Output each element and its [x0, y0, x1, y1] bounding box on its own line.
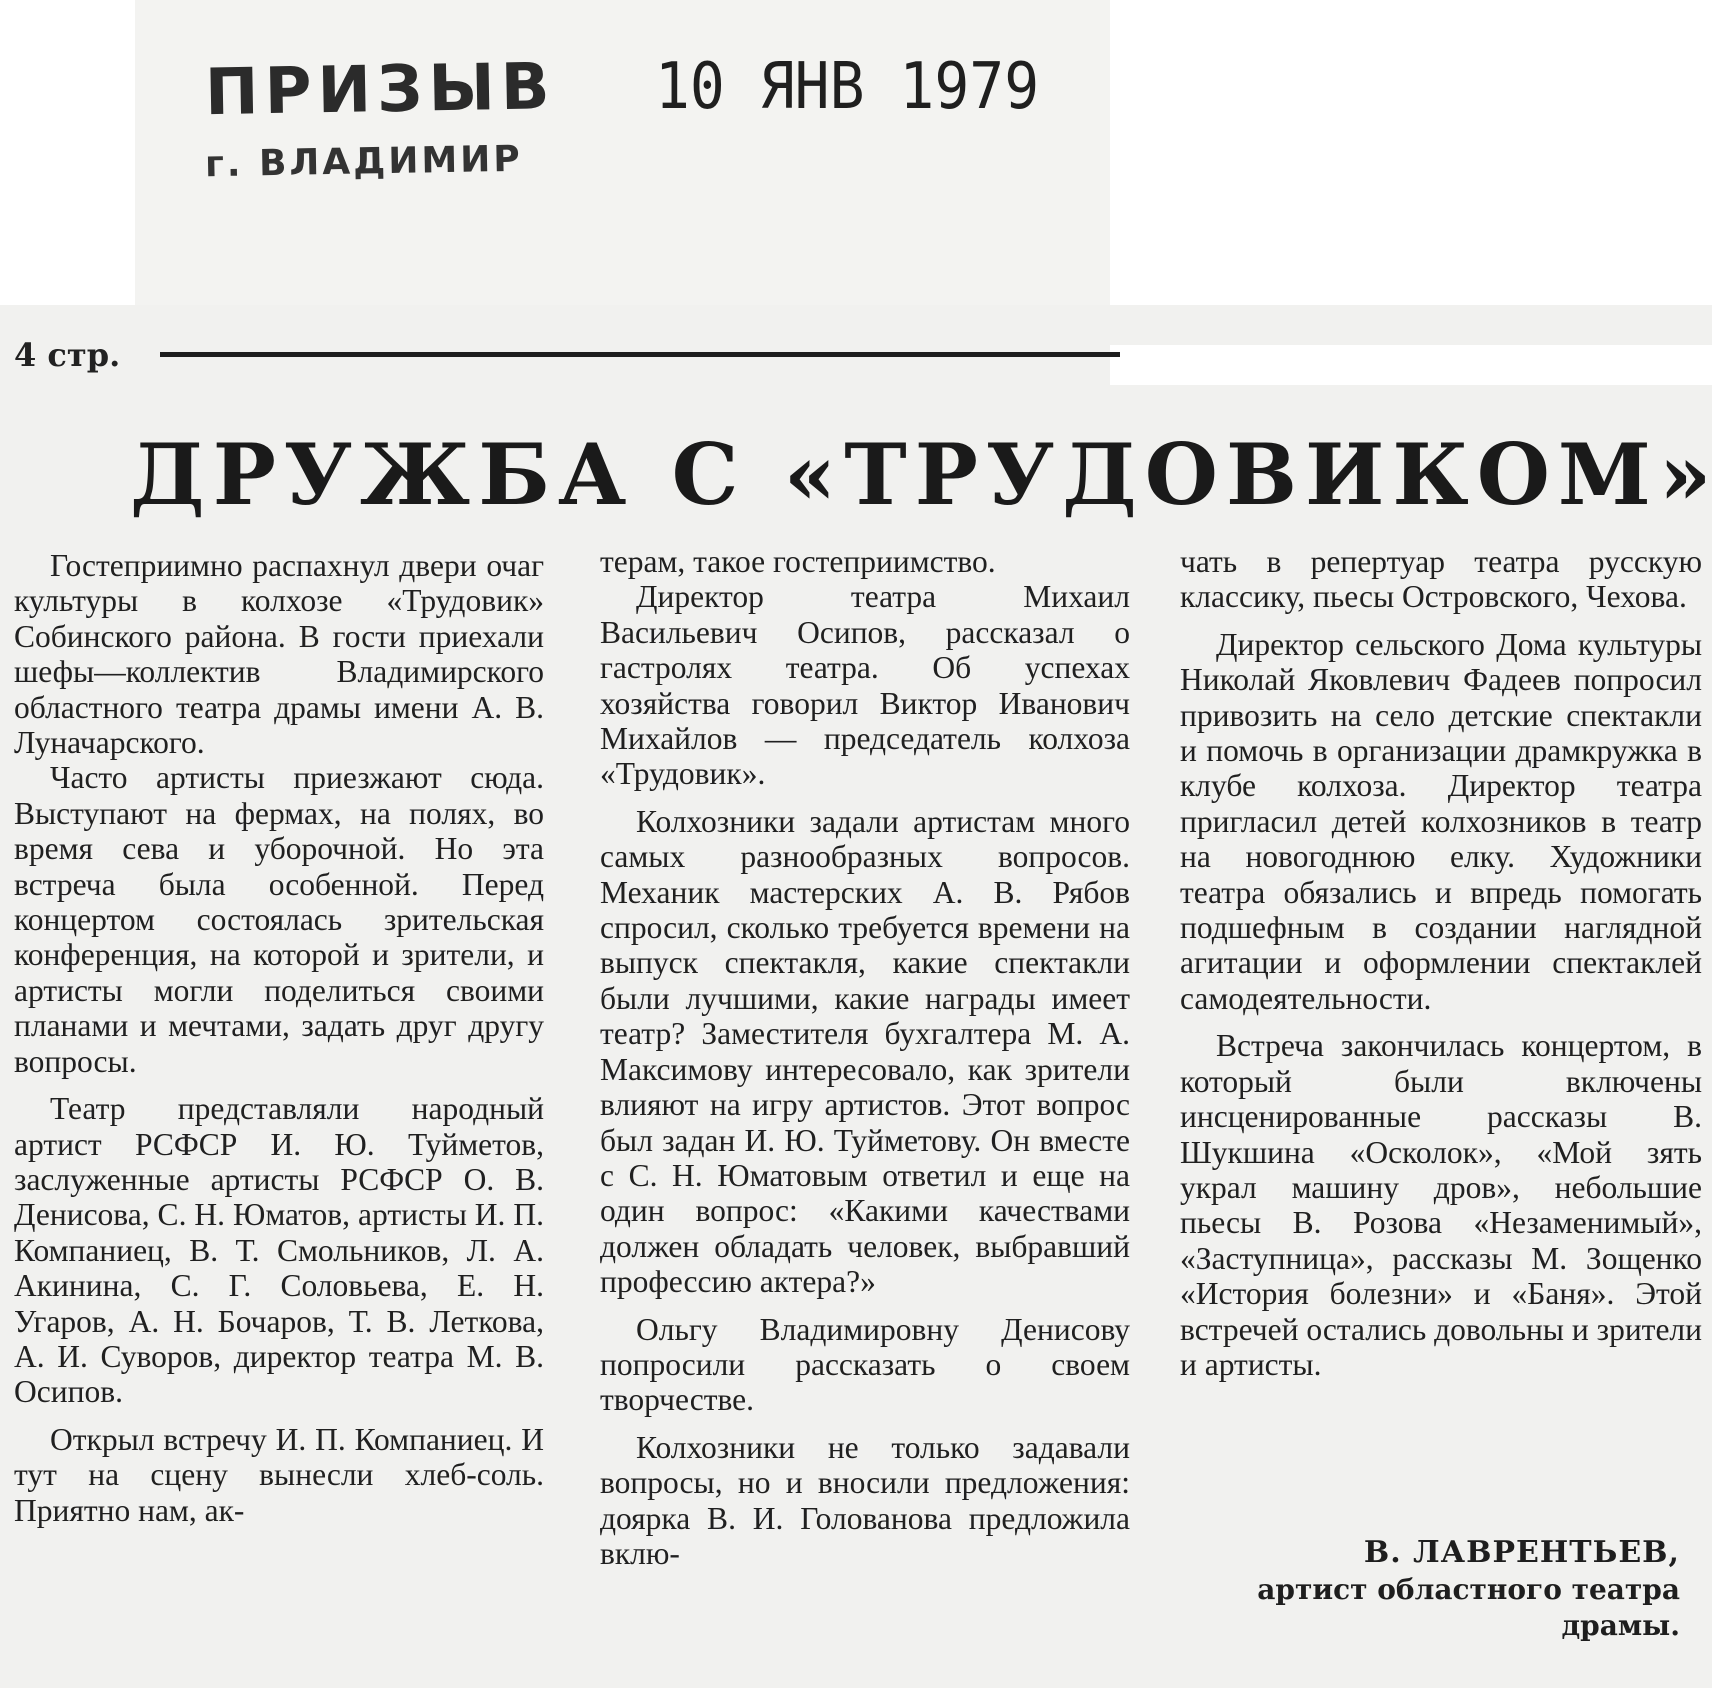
newspaper-stamp-name: ПРИЗЫВ: [204, 50, 557, 131]
paragraph: Ольгу Владимировну Денисову попросили рассказать о своем творчестве.: [600, 1311, 1130, 1418]
date-stamp: 10 ЯНВ 1979: [655, 48, 1040, 124]
paragraph: Гостеприимно распахнул двери очаг культуры в колхозе «Трудовик» Собинского района. В гости приехали шефы—коллектив Владимирского областного театра драмы имени А. В. Луначарского.: [14, 548, 544, 761]
clipping-edge: [1110, 345, 1712, 385]
paragraph: Директор театра Михаил Васильевич Осипов, рассказал о гастролях театра. Об успехах хозяйства говорил Виктор Иванович Михайлов — председатель колхоза «Трудовик».: [600, 579, 1130, 792]
paragraph: Колхозники не только задавали вопросы, но и вносили предложения: доярка В. И. Голованова предложила вклю-: [600, 1429, 1130, 1571]
author-signature: [1200, 1534, 1680, 1644]
article-column-2: [600, 544, 1130, 1571]
paragraph: Часто артисты приезжают сюда. Выступают на фермах, на полях, во время сева и уборочной. Но эта встреча была особенной. Перед концертом состоялась зрительская конференция, на которой и зрители, и артисты могли поделиться своими планами и мечтами, задать друг другу вопросы.: [14, 760, 544, 1079]
author-position: артист областного театра: [1257, 1573, 1680, 1606]
author-name: В. ЛАВРЕНТЬЕВ,: [1363, 1535, 1680, 1570]
header-rule: [160, 352, 1120, 357]
author-position-continued: драмы.: [1561, 1609, 1680, 1642]
article-column-1: [14, 548, 544, 1528]
paragraph: Театр представляли народный артист РСФСР И. Ю. Туйметов, заслуженные артисты РСФСР О. В. Денисова, С. Н. Юматов, артисты И. П. Компаниец, В. Т. Смольников, Л. А. Акинина, С. Г. Соловьева, Е. Н. Угаров, А. Н. Бочаров, Т. В. Леткова, А. И. Суворов, директор театра М. В. Осипов.: [14, 1091, 544, 1410]
article-column-3: [1180, 544, 1702, 1382]
newspaper-stamp-city: г. ВЛАДИМИР: [204, 138, 524, 186]
page-number: 4 стр.: [14, 336, 121, 374]
paragraph: Колхозники задали артистам много самых разнообразных вопросов. Механик мастерских А. В. Рябов спросил, сколько требуется времени на выпуск спектакля, какие спектакли были лучшими, какие награды имеет театр? Заместителя бухгалтера М. А. Максимову интересовало, как зрители влияют на игру артистов. Этот вопрос был задан И. Ю. Туйметову. Он вместе с С. Н. Юматовым ответил и еще на один вопрос: «Какими качествами должен обладать человек, выбравший профессию актера?»: [600, 803, 1130, 1300]
paragraph: Открыл встречу И. П. Компаниец. И тут на сцену вынесли хлеб-соль. Приятно нам, ак-: [14, 1421, 544, 1528]
paragraph: Директор сельского Дома культуры Николай Яковлевич Фадеев попросил привозить на село детские спектакли и помочь в организации драмкружка в клубе колхоза. Директор театра пригласил детей колхозников в театр на новогоднюю елку. Художники театра обязались и впредь помогать подшефным в создании наглядной агитации и оформлении спектаклей самодеятельности.: [1180, 626, 1702, 1016]
paragraph: чать в репертуар театра русскую классику, пьесы Островского, Чехова.: [1180, 544, 1702, 615]
paragraph: Встреча закончилась концертом, в который были включены инсценированные рассказы В. Шукшина «Осколок», «Мой зять украл машину дров», небольшие пьесы В. Розова «Незаменимый», «Заступница», рассказы М. Зощенко «История болезни» и «Баня». Этой встречей остались довольны и зрители и артисты.: [1180, 1028, 1702, 1382]
paragraph: терам, такое гостеприимство.: [600, 544, 996, 579]
article-headline: ДРУЖБА С «ТРУДОВИКОМ»: [130, 425, 1720, 524]
